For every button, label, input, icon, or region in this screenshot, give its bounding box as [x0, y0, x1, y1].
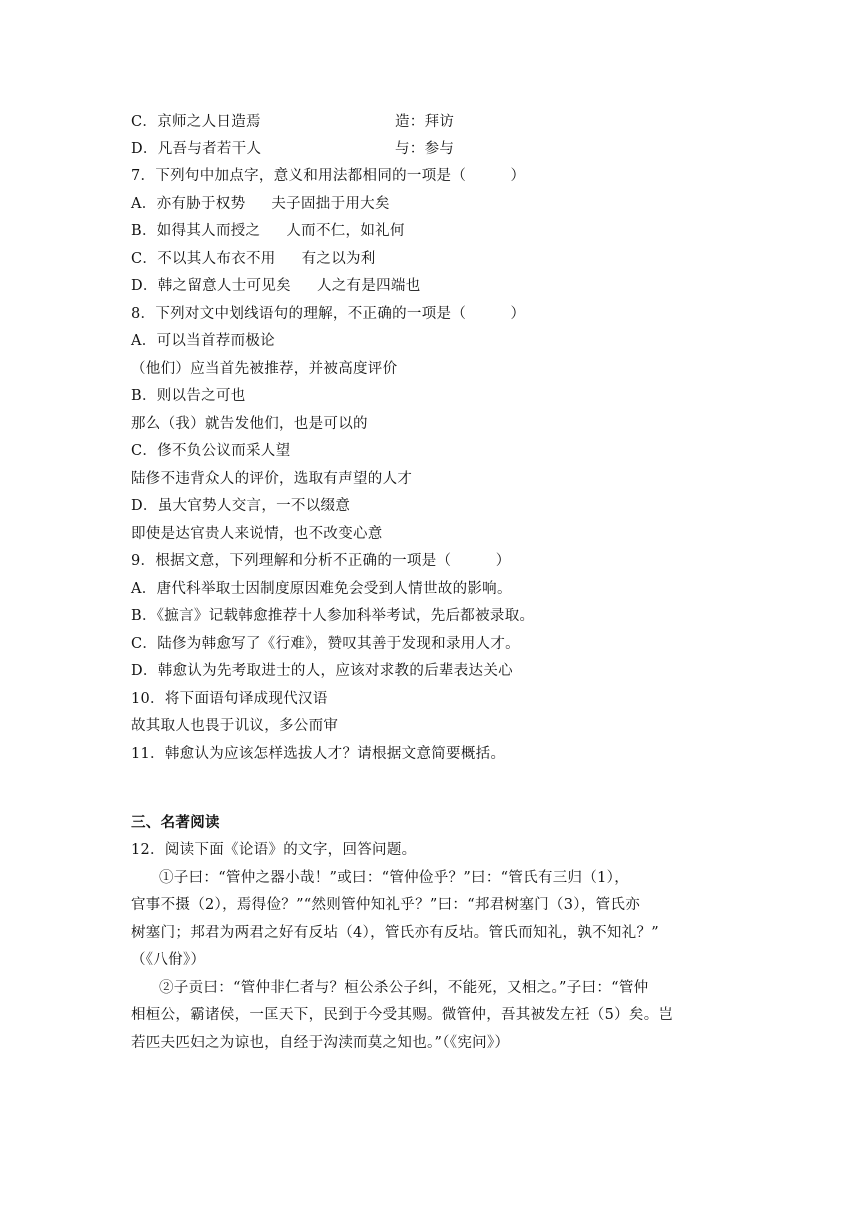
q10-sentence: 故其取人也畏于讥议，多公而审	[131, 718, 339, 734]
passage-2-line: 相桓公，霸诸侯，一匡天下，民到于今受其赐。微管仲，吾其被发左衽（5）矣。岂	[131, 1007, 674, 1023]
q9-option-b: B．《摭言》记载韩愈推荐十人参加科举考试，先后都被录取。	[131, 608, 535, 624]
question-11: 11．韩愈认为应该怎样选拔人才？请根据文意简要概括。	[131, 746, 506, 762]
q8-option-c: C．俢不负公议而采人望	[131, 443, 291, 459]
question-10: 10．将下面语句译成现代汉语	[131, 691, 328, 707]
passage-1-line: 官事不摄（2），焉得俭？”“然则管仲知礼乎？”曰：“邦君树塞门（3），管氏亦	[131, 897, 640, 913]
line-q7-d	[131, 276, 421, 296]
section-title: 三、名著阅读	[131, 815, 220, 831]
q8-option-d-gloss: 即使是达官贵人来说情，也不改变心意	[131, 526, 383, 542]
option-text: D．韩之留意人士可见矣	[131, 278, 291, 294]
passage-2-line: ②子贡曰：“管仲非仁者与？桓公杀公子纠，不能死，又相之。”子曰：“管仲	[159, 980, 649, 996]
q8-option-b-gloss: 那么（我）就告发他们，也是可以的	[131, 416, 368, 432]
option-text: C．不以其人布衣不用	[131, 251, 276, 267]
option-text: A．亦有胁于权势	[131, 196, 246, 212]
option-text: B．如得其人而授之	[131, 223, 261, 239]
line-q7-c	[131, 249, 376, 269]
q8-option-a: A．可以当首荐而极论	[131, 333, 275, 349]
gloss-text: 造：拜访	[395, 114, 455, 130]
passage-1-line: 树塞门；邦君为两君之好有反坫（4），管氏亦有反坫。管氏而知礼，孰不知礼？”	[131, 925, 659, 941]
q8-option-c-gloss: 陆俢不违背众人的评价，选取有声望的人才	[131, 471, 413, 487]
q9-option-a: A．唐代科举取士因制度原因难免会受到人情世故的影响。	[131, 581, 512, 597]
q8-option-b: B．则以告之可也	[131, 388, 246, 404]
gloss-text: 与：参与	[395, 141, 455, 157]
q9-option-d: D．韩愈认为先考取进士的人，应该对求教的后辈表达关心	[131, 663, 513, 679]
q8-option-a-gloss: （他们）应当首先被推荐，并被高度评价	[131, 361, 398, 377]
option-pair-text: 夫子固拙于用大矣	[271, 196, 390, 212]
line-q7-b	[131, 221, 405, 241]
line-q6-d	[131, 139, 455, 159]
q8-option-d: D．虽大官势人交言，一不以缀意	[131, 498, 351, 514]
option-pair-text: 人而不仁，如礼何	[286, 223, 405, 239]
passage-2-line: 若匹夫匹妇之为谅也，自经于沟渎而莫之知也。”（《宪问》）	[131, 1035, 510, 1051]
question-9: 9．根据文意，下列理解和分析不正确的一项是（ ）	[131, 553, 511, 569]
passage-1-source: （《八佾》）	[131, 952, 206, 968]
option-text: C．京师之人日造焉	[131, 114, 261, 130]
passage-1-line: ①子曰：“管仲之器小哉！”或曰：“管仲俭乎？”曰：“管氏有三归（1），	[159, 870, 630, 886]
q9-option-c: C．陆俢为韩愈写了《行难》，赞叹其善于发现和录用人才。	[131, 636, 520, 652]
question-7: 7．下列句中加点字，意义和用法都相同的一项是（ ）	[131, 168, 526, 184]
question-12: 12．阅读下面《论语》的文字，回答问题。	[131, 842, 417, 858]
question-8: 8．下列对文中划线语句的理解，不正确的一项是（ ）	[131, 306, 526, 322]
line-q6-c	[131, 112, 455, 132]
option-pair-text: 人之有是四端也	[316, 278, 421, 294]
line-q7-a	[131, 194, 390, 214]
option-pair-text: 有之以为利	[301, 251, 376, 267]
option-text: D．凡吾与者若干人	[131, 141, 262, 157]
